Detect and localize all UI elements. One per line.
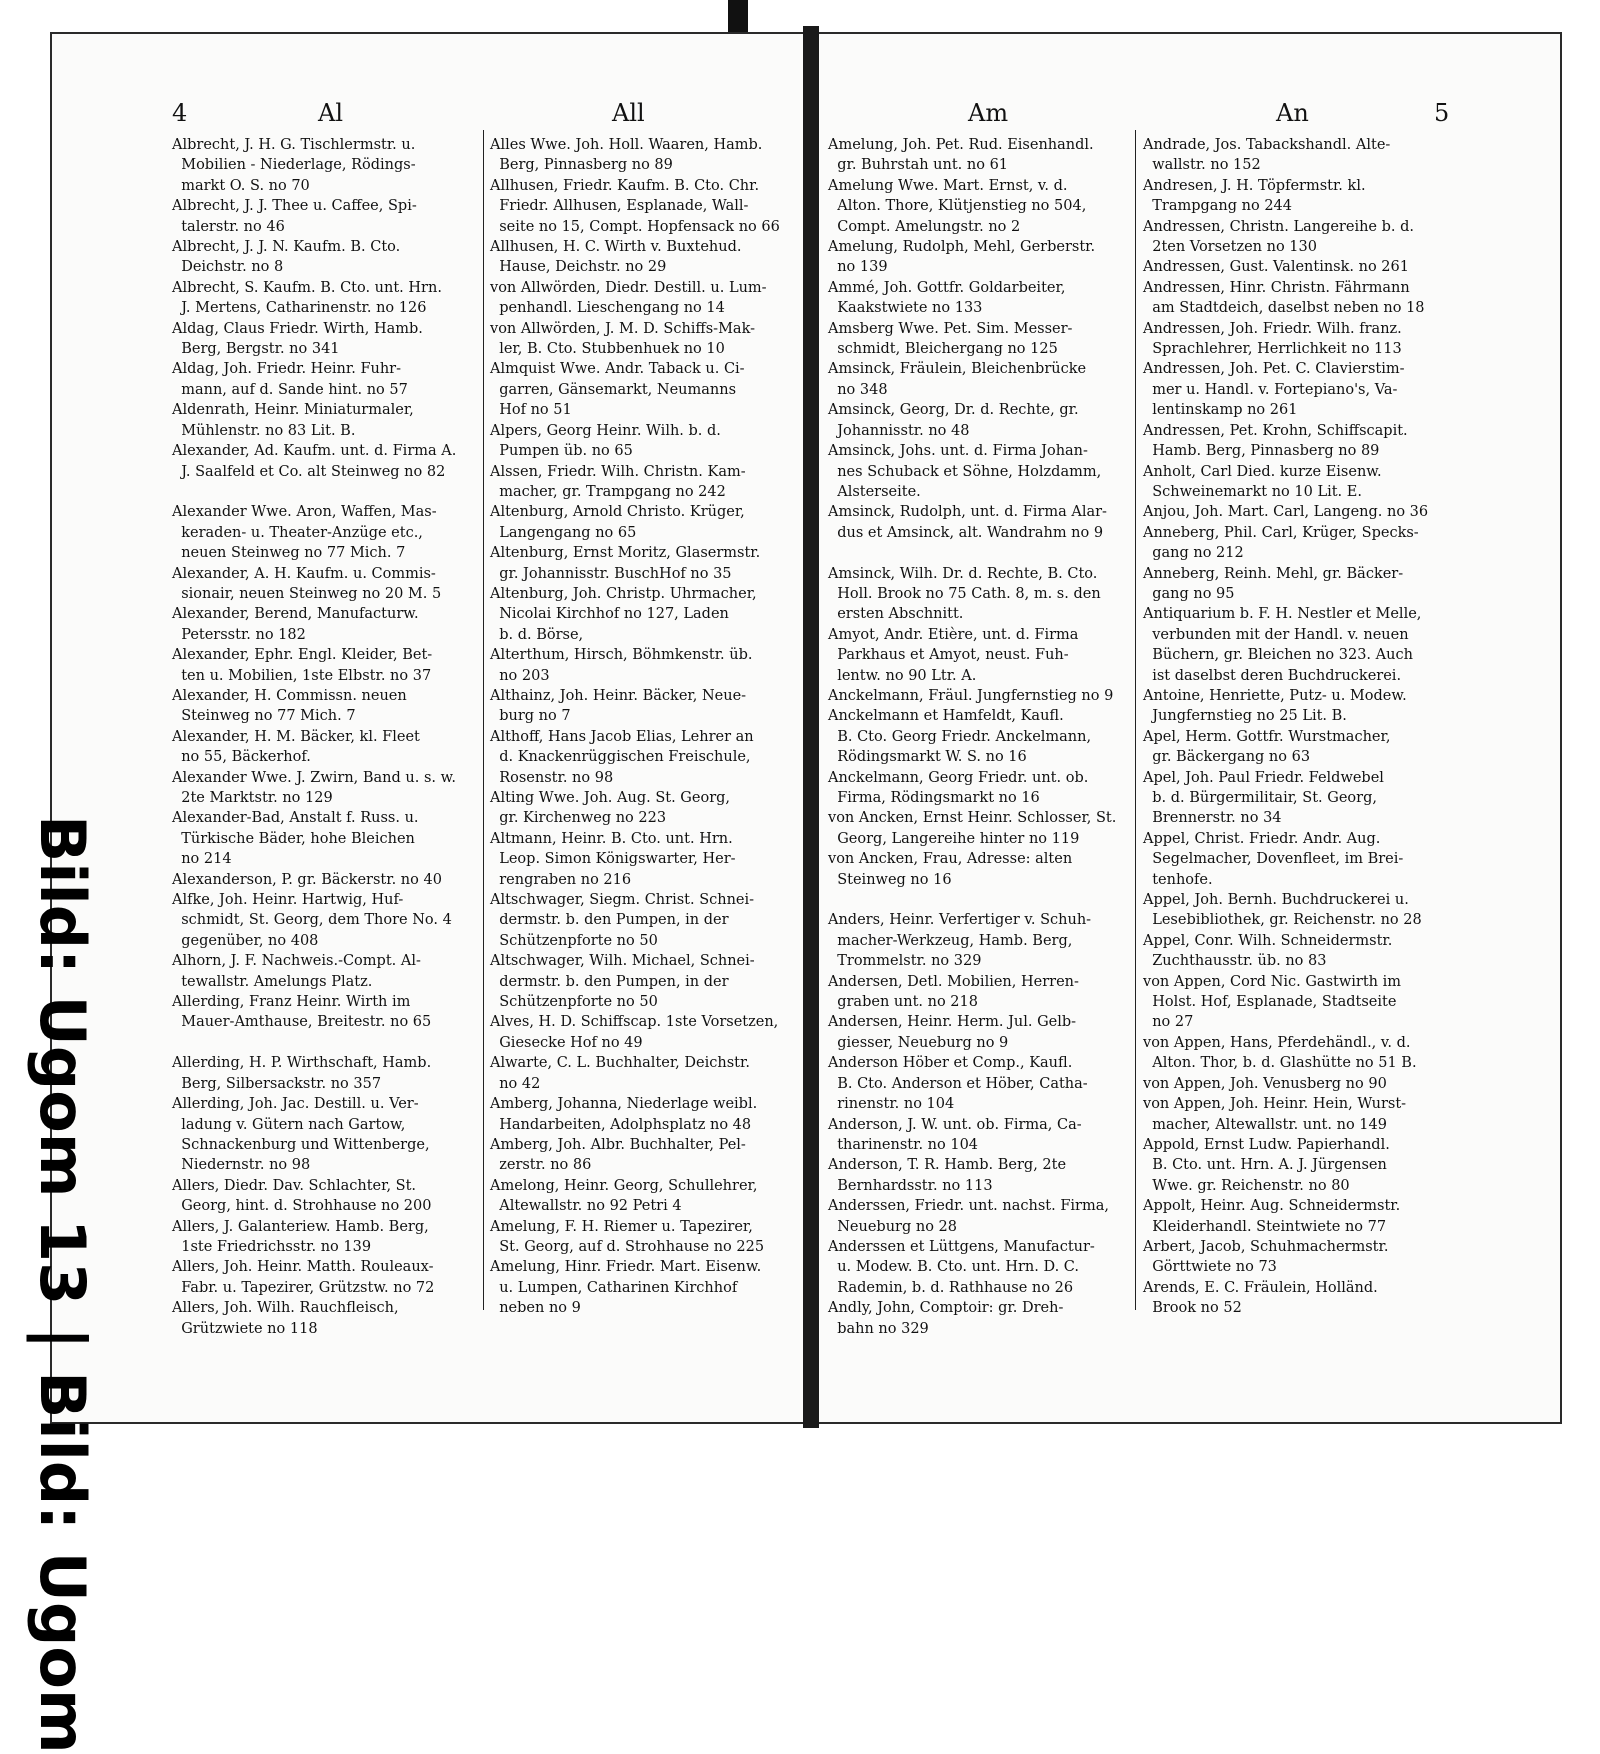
directory-line: von Allwörden, J. M. D. Schiffs-Mak- (490, 320, 756, 337)
directory-line: gegenüber, no 408 (172, 932, 319, 949)
directory-line: ladung v. Gütern nach Gartow, (172, 1116, 406, 1133)
directory-line: Amberg, Johanna, Niederlage weibl. (490, 1096, 758, 1113)
directory-line: Aldenrath, Heinr. Miniaturmaler, (172, 402, 414, 419)
binding-clip (728, 0, 748, 32)
directory-line: Anckelmann, Fräul. Jungfernstieg no 9 (828, 687, 1114, 704)
directory-line: Almquist Wwe. Andr. Taback u. Ci- (490, 361, 745, 378)
directory-line: Amelong, Heinr. Georg, Schullehrer, (490, 1177, 758, 1194)
directory-line: Handarbeiten, Adolphsplatz no 48 (490, 1116, 752, 1133)
directory-line: Allhusen, H. C. Wirth v. Buxtehud. (490, 239, 742, 256)
directory-line: tenhofe. (1143, 871, 1213, 888)
directory-line: Andressen, Joh. Friedr. Wilh. franz. (1143, 320, 1402, 337)
directory-line: Büchern, gr. Bleichen no 323. Auch (1143, 647, 1413, 664)
directory-line: Amsinck, Wilh. Dr. d. Rechte, B. Cto. (828, 565, 1098, 582)
directory-line: Alexander, Ephr. Engl. Kleider, Bet- (172, 647, 433, 664)
directory-line: Andrade, Jos. Tabackshandl. Alte- (1143, 137, 1391, 153)
directory-line: Amsinck, Fräulein, Bleichenbrücke (828, 361, 1087, 378)
directory-line: tharinenstr. no 104 (828, 1136, 979, 1153)
directory-line: Holl. Brook no 75 Cath. 8, m. s. den (828, 585, 1101, 602)
directory-line: 1ste Friedrichsstr. no 139 (172, 1238, 372, 1255)
directory-line: neuen Steinweg no 77 Mich. 7 (172, 545, 406, 562)
directory-line: Georg, Langereihe hinter no 119 (828, 830, 1080, 847)
directory-line: no 203 (490, 667, 550, 684)
directory-line: Altenburg, Arnold Christo. Krüger, (490, 504, 745, 521)
directory-line: Alexander, H. M. Bäcker, kl. Fleet (172, 728, 420, 745)
directory-line: gang no 95 (1143, 585, 1235, 602)
directory-line: lentinskamp no 261 (1143, 402, 1298, 419)
directory-line: Altenburg, Joh. Christp. Uhrmacher, (490, 585, 757, 602)
directory-line: Arends, E. C. Fräulein, Holländ. (1143, 1279, 1378, 1296)
directory-line: rengraben no 216 (490, 871, 632, 888)
directory-line: burg no 7 (490, 708, 571, 725)
directory-line: Mobilien - Niederlage, Rödings- (172, 157, 416, 174)
directory-line: ler, B. Cto. Stubbenhuek no 10 (490, 341, 725, 358)
left-head-1: Al (318, 99, 344, 127)
directory-line: Trampgang no 244 (1143, 198, 1293, 215)
directory-line: Alles Wwe. Joh. Holl. Waaren, Hamb. (490, 137, 763, 153)
directory-line: Apel, Joh. Paul Friedr. Feldwebel (1143, 769, 1384, 786)
directory-line: Anderssen, Friedr. unt. nachst. Firma, (828, 1198, 1109, 1215)
directory-line: Alexander Wwe. J. Zwirn, Band u. s. w. (172, 769, 456, 786)
directory-line: Georg, hint. d. Strohhause no 200 (172, 1198, 432, 1215)
directory-line: Arbert, Jacob, Schuhmachermstr. (1143, 1238, 1389, 1255)
directory-line: Anderson, J. W. unt. ob. Firma, Ca- (828, 1116, 1082, 1133)
directory-line: Anckelmann, Georg Friedr. unt. ob. (828, 769, 1089, 786)
directory-line: Hamb. Berg, Pinnasberg no 89 (1143, 443, 1380, 460)
directory-line: Alting Wwe. Joh. Aug. St. Georg, (490, 790, 731, 806)
directory-line: am Stadtdeich, daselbst neben no 18 (1143, 300, 1425, 317)
directory-line: Anneberg, Phil. Carl, Krüger, Specks- (1143, 524, 1419, 541)
directory-line: Aldag, Claus Friedr. Wirth, Hamb. (172, 320, 423, 337)
directory-line: giesser, Neueburg no 9 (828, 1034, 1009, 1051)
directory-line: Alexander, H. Commissn. neuen (172, 687, 407, 704)
directory-line: ersten Abschnitt. (828, 606, 964, 623)
directory-line: Hause, Deichstr. no 29 (490, 259, 667, 276)
directory-line: Andressen, Pet. Krohn, Schiffscapit. (1143, 422, 1408, 439)
directory-line: Berg, Bergstr. no 341 (172, 341, 340, 358)
directory-line: Allers, Diedr. Dav. Schlachter, St. (172, 1177, 417, 1194)
directory-line: garren, Gänsemarkt, Neumanns (490, 381, 737, 398)
directory-line: J. Saalfeld et Co. alt Steinweg no 82 (172, 463, 446, 480)
directory-line: b. d. Bürgermilitair, St. Georg, (1143, 790, 1377, 806)
directory-line: gr. Bäckergang no 63 (1143, 749, 1311, 766)
directory-line: Altschwager, Siegm. Christ. Schnei- (490, 892, 755, 909)
directory-column-3 (828, 135, 1138, 1339)
directory-line: Appel, Joh. Bernh. Buchdruckerei u. (1143, 892, 1409, 909)
directory-line: Türkische Bäder, hohe Bleichen (172, 830, 415, 847)
directory-line: Amsinck, Rudolph, unt. d. Firma Alar- (828, 504, 1107, 521)
directory-line: Alexander Wwe. Aron, Waffen, Mas- (172, 504, 437, 521)
directory-line: nes Schuback et Söhne, Holzdamm, (828, 463, 1102, 480)
directory-line: Segelmacher, Dovenfleet, im Brei- (1143, 851, 1404, 868)
directory-line: d. Knackenrüggischen Freischule, (490, 749, 751, 766)
directory-line: Ammé, Joh. Gottfr. Goldarbeiter, (828, 279, 1066, 296)
directory-line: neben no 9 (490, 1300, 581, 1317)
directory-line: Alwarte, C. L. Buchhalter, Deichstr. (490, 1055, 750, 1072)
directory-line: macher-Werkzeug, Hamb. Berg, (828, 932, 1073, 949)
directory-line: Nicolai Kirchhof no 127, Laden (490, 606, 729, 623)
directory-line (172, 1033, 480, 1053)
directory-line: Alterthum, Hirsch, Böhmkenstr. üb. (490, 647, 753, 664)
directory-line: wallstr. no 152 (1143, 157, 1261, 174)
directory-line: von Appen, Cord Nic. Gastwirth im (1143, 973, 1401, 990)
directory-line: Amberg, Joh. Albr. Buchhalter, Pel- (490, 1136, 746, 1153)
directory-line: Althainz, Joh. Heinr. Bäcker, Neue- (490, 687, 747, 704)
directory-line: Allhusen, Friedr. Kaufm. B. Cto. Chr. (490, 177, 760, 194)
directory-line: Mühlenstr. no 83 Lit. B. (172, 422, 356, 439)
directory-line: dermstr. b. den Pumpen, in der (490, 973, 729, 990)
directory-line: Amsinck, Georg, Dr. d. Rechte, gr. (828, 402, 1079, 419)
directory-line: Wwe. gr. Reichenstr. no 80 (1143, 1177, 1350, 1194)
directory-line: Allers, J. Galanteriew. Hamb. Berg, (172, 1218, 429, 1235)
directory-line: tewallstr. Amelungs Platz. (172, 973, 373, 990)
directory-line: no 27 (1143, 1014, 1194, 1031)
directory-line: Altenburg, Ernst Moritz, Glasermstr. (490, 545, 761, 562)
right-page-number: 5 (1434, 99, 1450, 127)
directory-line: Firma, Rödingsmarkt no 16 (828, 790, 1040, 806)
directory-line: macher, Altewallstr. unt. no 149 (1143, 1116, 1387, 1133)
directory-line: Pumpen üb. no 65 (490, 443, 633, 460)
directory-line: Schützenpforte no 50 (490, 932, 658, 949)
left-head-2: All (612, 99, 645, 127)
directory-line: Giesecke Hof no 49 (490, 1034, 643, 1051)
directory-line: Albrecht, S. Kaufm. B. Cto. unt. Hrn. (172, 279, 442, 296)
directory-line: Amsinck, Johs. unt. d. Firma Johan- (828, 443, 1088, 460)
directory-line: Anderssen et Lüttgens, Manufactur- (828, 1238, 1095, 1255)
directory-line: penhandl. Lieschengang no 14 (490, 300, 725, 317)
right-head-1: Am (968, 99, 1009, 127)
directory-line: Sprachlehrer, Herrlichkeit no 113 (1143, 341, 1402, 358)
directory-line: Althoff, Hans Jacob Elias, Lehrer an (490, 728, 754, 745)
directory-line: Berg, Silbersackstr. no 357 (172, 1075, 382, 1092)
directory-line: Alfke, Joh. Heinr. Hartwig, Huf- (172, 892, 404, 909)
directory-line: no 139 (828, 259, 888, 276)
directory-line: von Ancken, Frau, Adresse: alten (828, 851, 1073, 868)
directory-line: Zuchthausstr. üb. no 83 (1143, 953, 1327, 970)
directory-line: macher, gr. Trampgang no 242 (490, 483, 726, 500)
directory-line: no 348 (828, 381, 888, 398)
directory-line: Andresen, J. H. Töpfermstr. kl. (1143, 177, 1366, 194)
directory-line: Kaakstwiete no 133 (828, 300, 983, 317)
directory-line: Alexander, A. H. Kaufm. u. Commis- (172, 565, 436, 582)
directory-line: Alves, H. D. Schiffscap. 1ste Vorsetzen, (490, 1014, 779, 1031)
directory-line: Rademin, b. d. Rathhause no 26 (828, 1279, 1074, 1296)
directory-line: Langengang no 65 (490, 524, 637, 541)
directory-line: Andressen, Gust. Valentinsk. no 261 (1143, 259, 1409, 276)
directory-line (828, 890, 1138, 910)
directory-line: Amelung, Joh. Pet. Rud. Eisenhandl. (828, 137, 1094, 153)
directory-line: Antiquarium b. F. H. Nestler et Melle, (1143, 606, 1422, 623)
directory-line: Leop. Simon Königswarter, Her- (490, 851, 736, 868)
directory-line: Grützwiete no 118 (172, 1320, 318, 1337)
directory-column-2 (490, 135, 800, 1319)
side-label: Bild: Ugom Ugom (26, 815, 99, 1754)
directory-line: Allers, Joh. Heinr. Matth. Rouleaux- (172, 1259, 434, 1276)
directory-line: gr. Johannisstr. BuschHof no 35 (490, 565, 732, 582)
directory-line: Brook no 52 (1143, 1300, 1242, 1317)
directory-line: Jungfernstieg no 25 Lit. B. (1143, 708, 1347, 725)
directory-line: no 55, Bäckerhof. (172, 749, 311, 766)
directory-line: Alexander, Berend, Manufacturw. (172, 606, 419, 623)
directory-line: Friedr. Allhusen, Esplanade, Wall- (490, 198, 749, 215)
directory-line: Alhorn, J. F. Nachweis.-Compt. Al- (172, 953, 421, 970)
directory-line: Görttwiete no 73 (1143, 1259, 1277, 1276)
directory-line: no 214 (172, 851, 232, 868)
directory-line: Anneberg, Reinh. Mehl, gr. Bäcker- (1143, 565, 1404, 582)
directory-line: 2ten Vorsetzen no 130 (1143, 239, 1317, 256)
directory-line: Anholt, Carl Died. kurze Eisenw. (1143, 463, 1382, 480)
directory-line: Albrecht, J. J. N. Kaufm. B. Cto. (172, 239, 401, 256)
directory-line: Steinweg no 16 (828, 871, 952, 888)
directory-line: Anderson, T. R. Hamb. Berg, 2te (828, 1157, 1067, 1174)
directory-line: ten u. Mobilien, 1ste Elbstr. no 37 (172, 667, 432, 684)
directory-line: Hof no 51 (490, 402, 572, 419)
directory-line: markt O. S. no 70 (172, 177, 310, 194)
directory-line: talerstr. no 46 (172, 218, 285, 235)
directory-line: Lesebibliothek, gr. Reichenstr. no 28 (1143, 912, 1422, 929)
directory-line: Alpers, Georg Heinr. Wilh. b. d. (490, 422, 721, 439)
directory-line: Altmann, Heinr. B. Cto. unt. Hrn. (490, 830, 733, 847)
directory-line: Anderson Höber et Comp., Kaufl. (828, 1055, 1073, 1072)
directory-line: Apel, Herm. Gottfr. Wurstmacher, (1143, 728, 1391, 745)
directory-line: dus et Amsinck, alt. Wandrahm no 9 (828, 524, 1104, 541)
directory-line: schmidt, St. Georg, dem Thore No. 4 (172, 912, 452, 929)
directory-column-4 (1143, 135, 1453, 1319)
directory-line: St. Georg, auf d. Strohhause no 225 (490, 1238, 765, 1255)
directory-line: Appel, Conr. Wilh. Schneidermstr. (1143, 932, 1393, 949)
directory-line: Allers, Joh. Wilh. Rauchfleisch, (172, 1300, 399, 1317)
directory-line: Schweinemarkt no 10 Lit. E. (1143, 483, 1362, 500)
directory-line: Fabr. u. Tapezirer, Grützstw. no 72 (172, 1279, 435, 1296)
directory-line: Amelung, Hinr. Friedr. Mart. Eisenw. (490, 1259, 762, 1276)
directory-line: Antoine, Henriette, Putz- u. Modew. (1143, 687, 1407, 704)
directory-line: Amelung, F. H. Riemer u. Tapezirer, (490, 1218, 753, 1235)
directory-line: Allerding, Joh. Jac. Destill. u. Ver- (172, 1096, 419, 1113)
right-head-2: An (1276, 99, 1309, 127)
directory-line: Albrecht, J. J. Thee u. Caffee, Spi- (172, 198, 417, 215)
directory-line: Andressen, Joh. Pet. C. Clavierstim- (1143, 361, 1405, 378)
directory-line: Steinweg no 77 Mich. 7 (172, 708, 356, 725)
directory-line: dermstr. b. den Pumpen, in der (490, 912, 729, 929)
directory-line: Anders, Heinr. Verfertiger v. Schuh- (828, 912, 1092, 929)
directory-line: Holst. Hof, Esplanade, Stadtseite (1143, 994, 1397, 1011)
directory-line: Albrecht, J. H. G. Tischlermstr. u. (172, 137, 416, 153)
directory-line: Alsterseite. (828, 483, 921, 500)
directory-line: von Appen, Joh. Venusberg no 90 (1143, 1075, 1387, 1092)
directory-line: Neueburg no 28 (828, 1218, 957, 1235)
directory-line: Berg, Pinnasberg no 89 (490, 157, 673, 174)
directory-line: no 42 (490, 1075, 541, 1092)
directory-line: Appolt, Heinr. Aug. Schneidermstr. (1143, 1198, 1401, 1215)
directory-line: Petersstr. no 182 (172, 626, 306, 643)
directory-line: bahn no 329 (828, 1320, 929, 1337)
directory-line: u. Lumpen, Catharinen Kirchhof (490, 1279, 738, 1296)
directory-line: Brennerstr. no 34 (1143, 810, 1282, 827)
directory-line: Andressen, Christn. Langereihe b. d. (1143, 218, 1414, 235)
directory-line (172, 482, 480, 502)
book-gutter (803, 26, 819, 1428)
directory-line: Anjou, Joh. Mart. Carl, Langeng. no 36 (1143, 504, 1429, 521)
directory-line: von Appen, Hans, Pferdehändl., v. d. (1143, 1034, 1411, 1051)
directory-line: b. d. Börse, (490, 626, 584, 643)
directory-line: Deichstr. no 8 (172, 259, 284, 276)
directory-line: Aldag, Joh. Friedr. Heinr. Fuhr- (172, 361, 402, 378)
directory-line: von Allwörden, Diedr. Destill. u. Lum- (490, 279, 767, 296)
directory-line: Bernhardsstr. no 113 (828, 1177, 993, 1194)
directory-line: u. Modew. B. Cto. unt. Hrn. D. C. (828, 1259, 1079, 1276)
directory-line: Appold, Ernst Ludw. Papierhandl. (1143, 1136, 1390, 1153)
directory-line: Alexander, Ad. Kaufm. unt. d. Firma A. (172, 443, 457, 460)
left-page-number: 4 (172, 99, 188, 127)
directory-line: graben unt. no 218 (828, 994, 978, 1011)
directory-line: von Appen, Joh. Heinr. Hein, Wurst- (1143, 1096, 1407, 1113)
directory-line: B. Cto. unt. Hrn. A. J. Jürgensen (1143, 1157, 1387, 1174)
directory-line: Trommelstr. no 329 (828, 953, 982, 970)
directory-line: J. Mertens, Catharinenstr. no 126 (172, 300, 427, 317)
directory-line: gr. Kirchenweg no 223 (490, 810, 667, 827)
directory-line: 2te Marktstr. no 129 (172, 790, 333, 806)
directory-line: Schnackenburg und Wittenberge, (172, 1136, 430, 1153)
directory-line (828, 543, 1138, 563)
directory-line: Compt. Amelungstr. no 2 (828, 218, 1021, 235)
directory-line: Niedernstr. no 98 (172, 1157, 311, 1174)
directory-line: Andressen, Hinr. Christn. Fährmann (1143, 279, 1410, 296)
directory-line: Altewallstr. no 92 Petri 4 (490, 1198, 682, 1215)
directory-line: Alexander-Bad, Anstalt f. Russ. u. (172, 810, 419, 827)
directory-line: gang no 212 (1143, 545, 1244, 562)
left-column-rule (483, 130, 484, 1310)
directory-line: B. Cto. Georg Friedr. Anckelmann, (828, 728, 1092, 745)
directory-line: Rödingsmarkt W. S. no 16 (828, 749, 1027, 766)
directory-line: Andersen, Heinr. Herm. Jul. Gelb- (828, 1014, 1077, 1031)
directory-line: Alton. Thore, Klütjenstieg no 504, (828, 198, 1087, 215)
directory-line: Allerding, Franz Heinr. Wirth im (172, 994, 411, 1011)
directory-line: keraden- u. Theater-Anzüge etc., (172, 524, 423, 541)
directory-line: Alssen, Friedr. Wilh. Christn. Kam- (490, 463, 746, 480)
directory-line: B. Cto. Anderson et Höber, Catha- (828, 1075, 1088, 1092)
directory-line: Appel, Christ. Friedr. Andr. Aug. (1143, 830, 1381, 847)
directory-line: lentw. no 90 Ltr. A. (828, 667, 977, 684)
directory-line: ist daselbst deren Buchdruckerei. (1143, 667, 1402, 684)
directory-line: zerstr. no 86 (490, 1157, 592, 1174)
directory-line: rinenstr. no 104 (828, 1096, 955, 1113)
directory-line: Altschwager, Wilh. Michael, Schnei- (490, 953, 755, 970)
directory-line: gr. Buhrstah unt. no 61 (828, 157, 1009, 174)
directory-line: Andly, John, Comptoir: gr. Dreh- (828, 1300, 1064, 1317)
directory-line: Johannisstr. no 48 (828, 422, 970, 439)
directory-line: Kleiderhandl. Steintwiete no 77 (1143, 1218, 1387, 1235)
directory-line: Amelung, Rudolph, Mehl, Gerberstr. (828, 239, 1096, 256)
directory-line: Schützenpforte no 50 (490, 994, 658, 1011)
directory-line: Parkhaus et Amyot, neust. Fuh- (828, 647, 1069, 664)
directory-line: mann, auf d. Sande hint. no 57 (172, 381, 408, 398)
directory-line: schmidt, Bleichergang no 125 (828, 341, 1058, 358)
directory-line: Anckelmann et Hamfeldt, Kaufl. (828, 708, 1064, 725)
directory-line: seite no 15, Compt. Hopfensack no 66 (490, 218, 780, 235)
directory-line: Amyot, Andr. Etière, unt. d. Firma (828, 626, 1079, 643)
directory-line: von Ancken, Ernst Heinr. Schlosser, St. (828, 810, 1117, 827)
directory-line: Amelung Wwe. Mart. Ernst, v. d. (828, 177, 1068, 194)
directory-line: Andersen, Detl. Mobilien, Herren- (828, 973, 1079, 990)
directory-line: mer u. Handl. v. Fortepiano's, Va- (1143, 381, 1398, 398)
directory-line: verbunden mit der Handl. v. neuen (1143, 626, 1409, 643)
directory-line: Mauer-Amthause, Breitestr. no 65 (172, 1014, 432, 1031)
directory-line: Alton. Thor, b. d. Glashütte no 51 B. (1143, 1055, 1417, 1072)
directory-line: Rosenstr. no 98 (490, 769, 614, 786)
directory-line: Alexanderson, P. gr. Bäckerstr. no 40 (172, 871, 442, 888)
directory-line: sionair, neuen Steinweg no 20 M. 5 (172, 585, 442, 602)
directory-line: Allerding, H. P. Wirthschaft, Hamb. (172, 1055, 432, 1072)
directory-line: Amsberg Wwe. Pet. Sim. Messer- (828, 320, 1073, 337)
directory-column-1 (172, 135, 480, 1339)
